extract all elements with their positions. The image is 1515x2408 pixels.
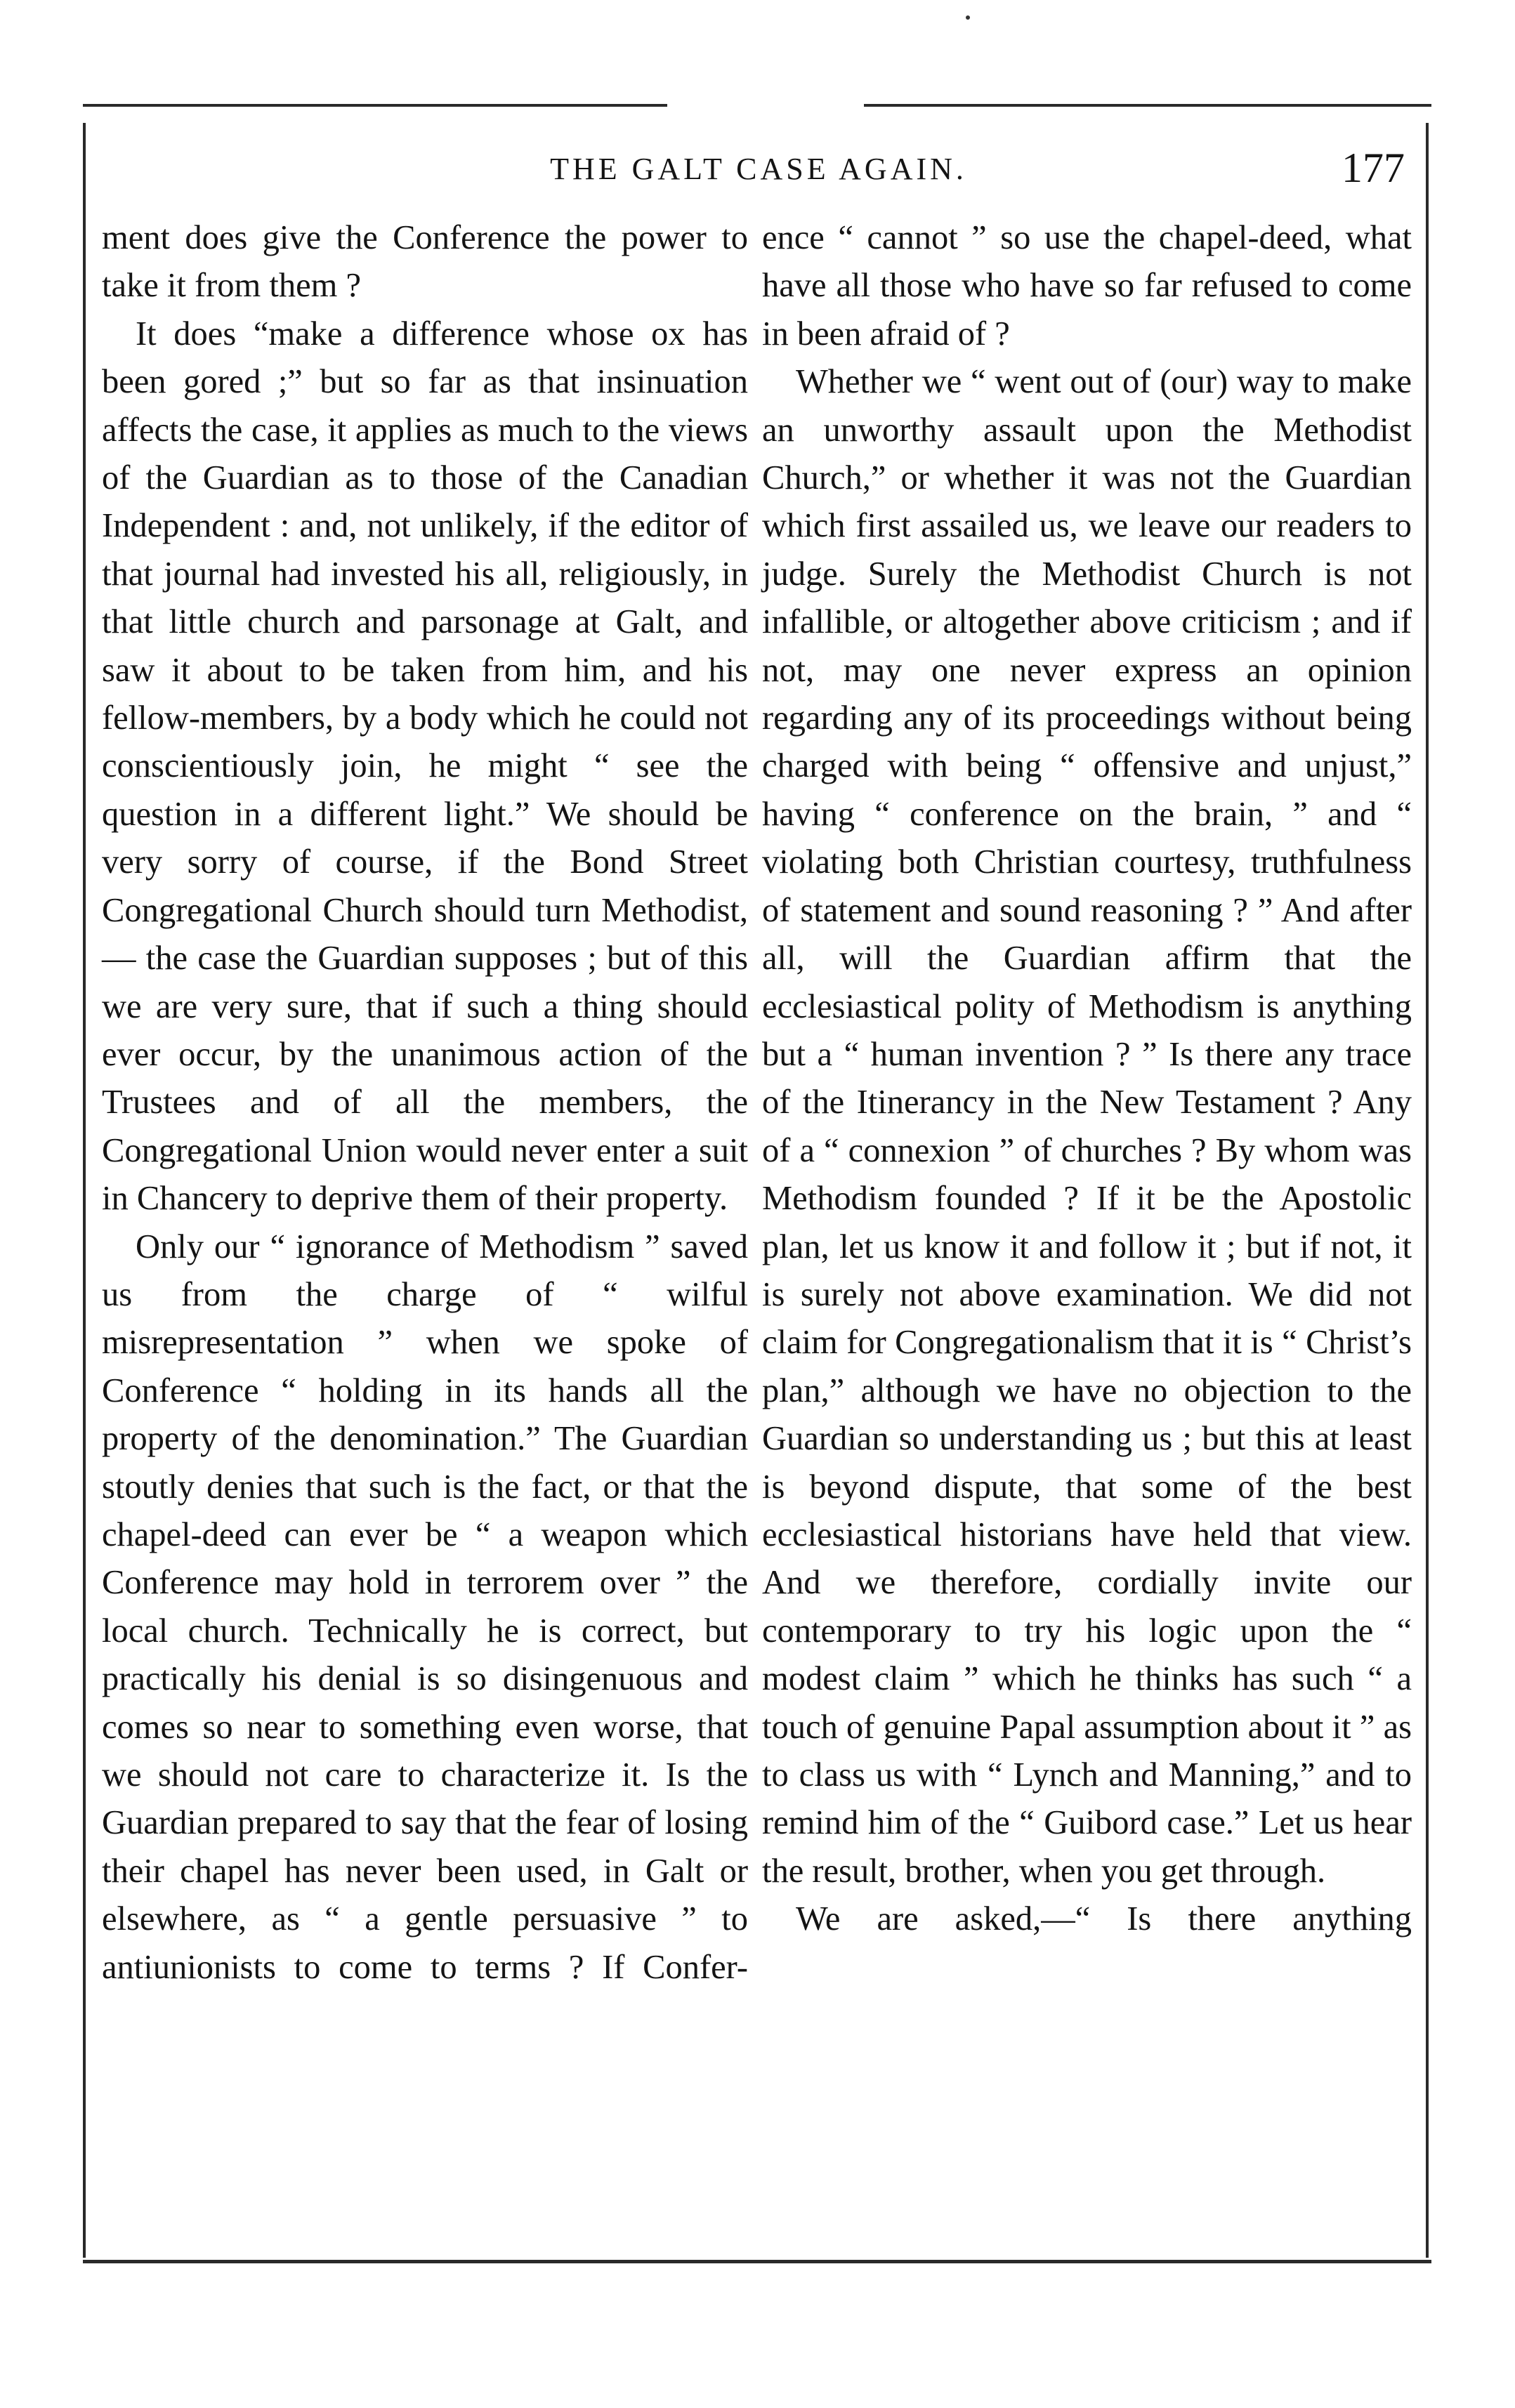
running-head <box>98 144 1419 193</box>
paragraph: Only our “ ignorance of Methodism ” saved us from the charge of “ wilful misrepresentation ” when we spoke of Conference “ holding in its hands all the property of the denomination.” The Guardian stoutly denies that such is the fact, or that the chapel-deed can ever be “ a weapon which Conference may hold in terrorem over ” the local church. Technically he is correct, but practically his denial is so disingenuous and comes so near to something even worse, that we should not care to characterize it. Is the Guardian prepared to say that the fear of losing their chapel has never been used, in Galt or elsewhere, as “ a gentle persuasive ” to antiunionists to come to terms ? If Confer- <box>102 1228 748 1986</box>
paragraph: We are asked,—“ Is there anything <box>796 1900 1412 1938</box>
ink-speck <box>966 15 970 20</box>
paragraph: ment does give the Conference the power to take it from them ? <box>102 219 748 305</box>
paragraph: It does “make a difference whose ox has been gored ;” but so far as that insinuation affects the case, it applies as much to the views of the Guardian as to those of the Canadian Independent : and, not unlikely, if the editor of that journal had invested his all, religiously, in that little church and parsonage at Galt, and saw it about to be taken from him, and his fellow-members, by a body which he could not conscientiously join, he might “ see the question in a different light.” We should be very sorry of course, if the Bond Street Congregational Church should turn Methodist,— the case the Guardian supposes ; but of this we are very sure, that if such a thing should ever occur, by the unanimous action of the Trustees and of all the members, the Congregational Union would never enter a suit in Chancery to deprive them of their property. <box>102 315 748 1218</box>
left-column <box>102 214 748 1992</box>
bottom-rule <box>83 2260 1431 2263</box>
left-border-rule <box>83 123 86 2258</box>
right-column <box>762 214 1412 1944</box>
paragraph: ence “ cannot ” so use the chapel-deed, what have all those who have so far refused to come in been afraid of ? <box>762 219 1412 353</box>
right-border-rule <box>1426 123 1429 2258</box>
page-number: 177 <box>1342 145 1405 191</box>
paragraph: Whether we “ went out of (our) way to make an unworthy assault upon the Methodist Church,” or whether it was not the Guardian which first assailed us, we leave our readers to judge. Surely the Methodist Church is not infallible, or altogether above criticism ; and if not, may one never express an opinion regarding any of its proceedings without being charged with being “ offensive and unjust,” having “ conference on the brain, ” and “ violating both Christian courtesy, truthfulness of statement and sound reasoning ? ” And after all, will the Guardian affirm that the ecclesiastical polity of Methodism is anything but a “ human invention ? ” Is there any trace of the Itinerancy in the New Testament ? Any of a “ connexion ” of churches ? By whom was Methodism founded ? If it be the Apostolic plan, let us know it and follow it ; but if not, it is surely not above examination. We did not claim for Congregationalism that it is “ Christ’s plan,” although we have no objection to the Guardian so understanding us ; but this at least is beyond dispute, that some of the best ecclesiastical historians have held that view. And we therefore, cordially invite our contemporary to try his logic upon the “ modest claim ” which he thinks has such “ a touch of genuine Papal assumption about it ” as to class us with “ Lynch and Manning,” and to remind him of the “ Guibord case.” Let us hear the result, brother, when you get through. <box>762 363 1412 1890</box>
running-title: THE GALT CASE AGAIN. <box>550 152 967 186</box>
top-rule-gap <box>667 104 864 107</box>
